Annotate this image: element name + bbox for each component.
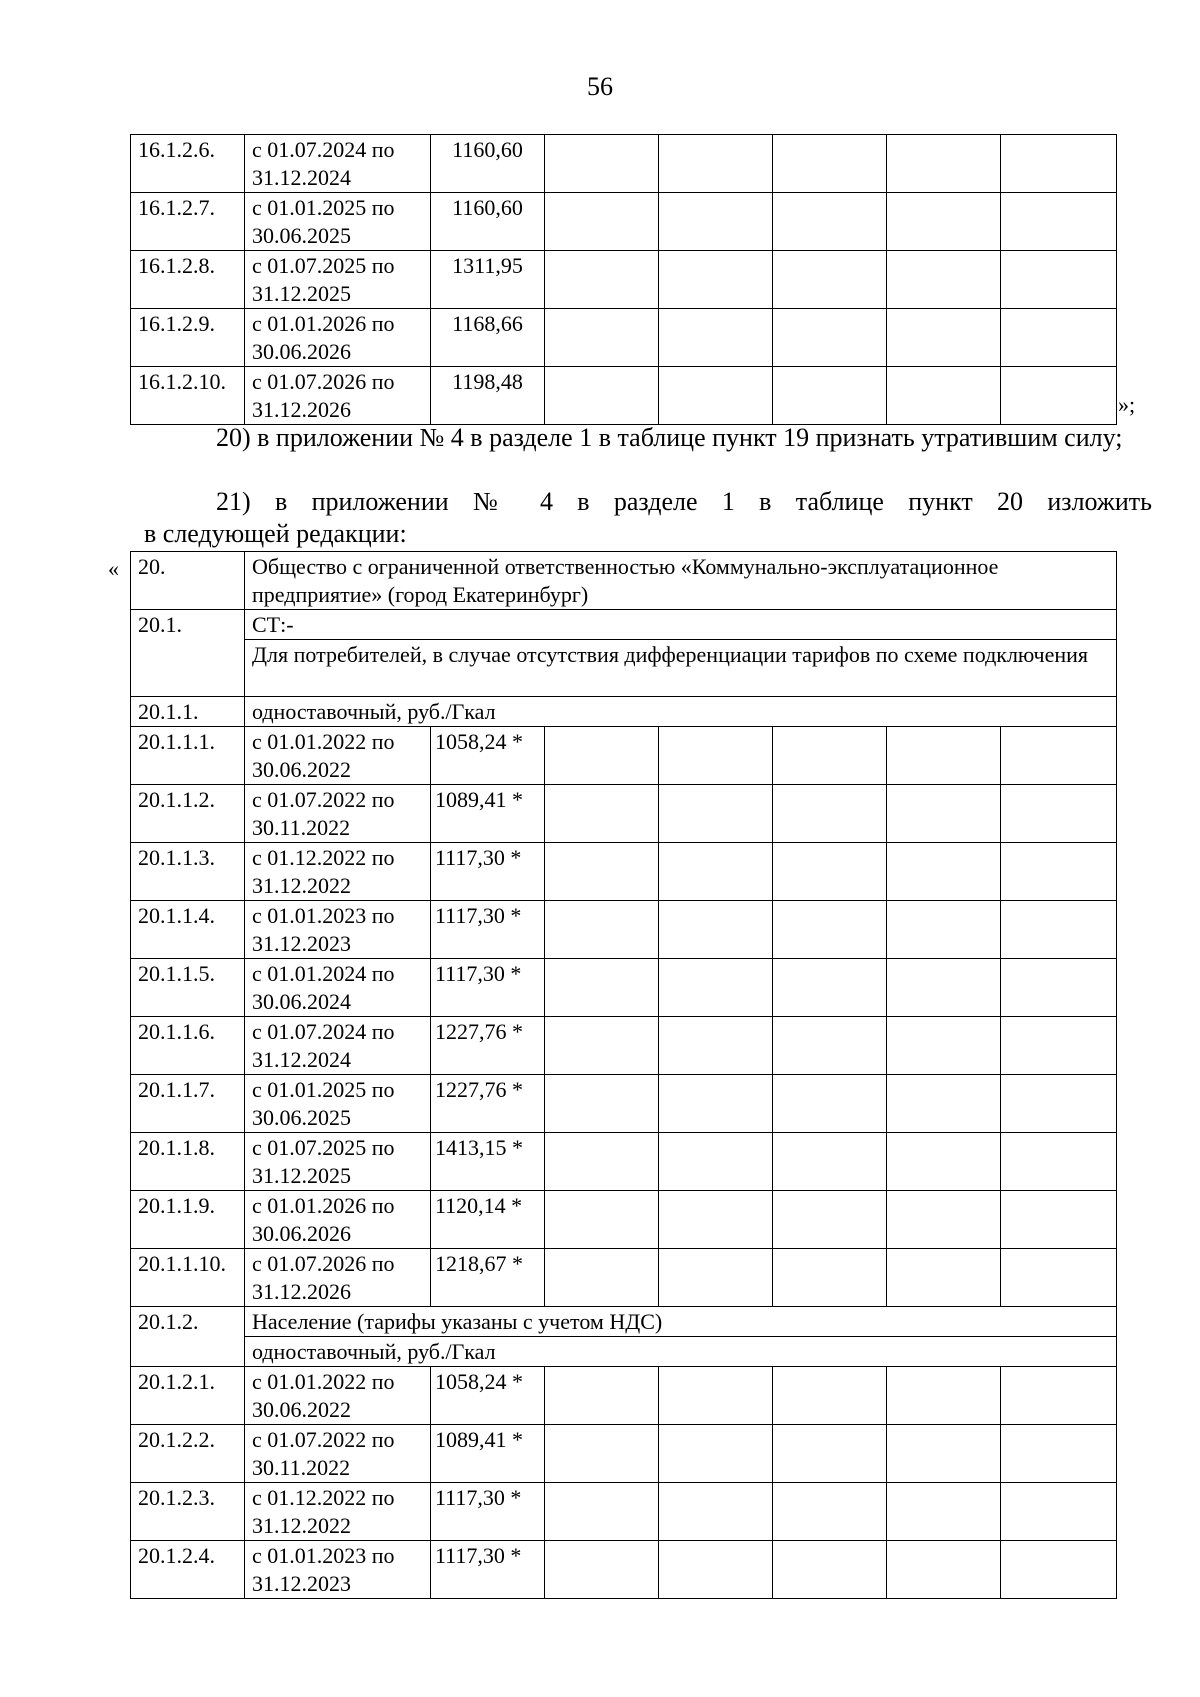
empty-cell [887,727,1001,785]
row-period [245,901,431,959]
paragraph-21-line1 [144,486,1152,518]
empty-cell [887,1075,1001,1133]
empty-cell [545,959,659,1017]
table-row [131,1249,1117,1307]
row-number: 20.1.2.2. [131,1425,245,1483]
empty-cell [773,135,887,193]
row-period [245,135,431,193]
table-row [131,843,1117,901]
empty-cell [545,901,659,959]
empty-cell [887,901,1001,959]
row-number: 16.1.2.10. [131,367,245,425]
empty-cell [773,1249,887,1307]
row-number: 20.1. [131,610,245,697]
paragraph-20-text: 20) в приложении № 4 в разделе 1 в таблице пункт 19 признать утратившим силу; [216,423,1123,452]
period-end: 31.12.2026 [252,397,351,422]
empty-cell [887,1541,1001,1599]
period-end: 30.11.2022 [252,815,351,840]
period-end: 30.06.2025 [252,1105,351,1130]
tariff-table-item-20 [130,551,1117,1599]
row-period [245,1367,431,1425]
period-end: 31.12.2025 [252,281,351,306]
period-end: 31.12.2023 [252,1571,351,1596]
empty-cell [887,1425,1001,1483]
empty-cell [773,309,887,367]
empty-cell [659,785,773,843]
empty-cell [545,1541,659,1599]
row-number: 20.1.1.9. [131,1191,245,1249]
row-number: 20.1.1.8. [131,1133,245,1191]
empty-cell [887,1249,1001,1307]
empty-cell [773,1483,887,1541]
period-end: 30.06.2024 [252,989,351,1014]
empty-cell [1001,901,1117,959]
period-start: с 01.07.2026 по [252,1251,395,1276]
empty-cell [887,843,1001,901]
empty-cell [1001,959,1117,1017]
subsection-label: Население (тарифы указаны с учетом НДС) [245,1307,1117,1337]
empty-cell [659,843,773,901]
table-row [131,959,1117,1017]
row-number: 20.1.2. [131,1307,245,1367]
period-start: с 01.07.2025 по [252,253,395,278]
period-end: 30.06.2025 [252,223,351,248]
row-price: 1117,30 * [431,843,545,901]
row-number: 20.1.1.2. [131,785,245,843]
empty-cell [1001,785,1117,843]
row-price: 1089,41 * [431,785,545,843]
empty-cell [545,309,659,367]
row-number: 16.1.2.8. [131,251,245,309]
empty-cell [545,785,659,843]
row-period [245,367,431,425]
empty-cell [773,1017,887,1075]
table-row [131,727,1117,785]
period-start: с 01.07.2026 по [252,369,395,394]
row-price: 1198,48 [431,367,545,425]
row-period [245,1075,431,1133]
period-start: с 01.01.2023 по [252,903,395,928]
empty-cell [659,1425,773,1483]
empty-cell [773,901,887,959]
empty-cell [545,727,659,785]
row-price: 1227,76 * [431,1017,545,1075]
empty-cell [1001,1017,1117,1075]
period-end: 30.11.2022 [252,1455,351,1480]
row-number: 20.1.1.5. [131,959,245,1017]
empty-cell [659,193,773,251]
period-start: с 01.01.2026 по [252,311,395,336]
row-price: 1117,30 * [431,959,545,1017]
empty-cell [545,1249,659,1307]
table-row [131,367,1117,425]
row-number: 20.1.1.6. [131,1017,245,1075]
period-start: с 01.01.2022 по [252,1369,395,1394]
empty-cell [659,1483,773,1541]
table-row [131,901,1117,959]
row-number: 20.1.2.3. [131,1483,245,1541]
org-name: Общество с ограниченной ответственностью «Коммунально-эксплуатационное предприятие» (город Екатеринбург) [245,552,1117,610]
row-price: 1089,41 * [431,1425,545,1483]
period-start: с 01.01.2026 по [252,1193,395,1218]
empty-cell [545,135,659,193]
empty-cell [545,1483,659,1541]
tariff-type-label: одноставочный, руб./Гкал [245,697,1117,727]
empty-cell [545,843,659,901]
empty-cell [773,843,887,901]
row-period [245,1249,431,1307]
table1-body [131,135,1117,425]
table-row [131,785,1117,843]
empty-cell [659,901,773,959]
empty-cell [887,1367,1001,1425]
subsection-label: СТ:- [245,610,1117,640]
empty-cell [659,1367,773,1425]
empty-cell [773,1191,887,1249]
row-period [245,309,431,367]
empty-cell [887,1483,1001,1541]
row-number: 16.1.2.6. [131,135,245,193]
period-end: 31.12.2024 [252,165,351,190]
period-end: 30.06.2026 [252,339,351,364]
empty-cell [887,785,1001,843]
tariff-type-label: одноставочный, руб./Гкал [245,1337,1117,1367]
empty-cell [887,251,1001,309]
period-start: с 01.07.2022 по [252,787,395,812]
row-period [245,843,431,901]
table2-body [131,552,1117,1599]
row-price: 1168,66 [431,309,545,367]
empty-cell [659,1191,773,1249]
empty-cell [1001,1075,1117,1133]
row-number: 20.1.2.1. [131,1367,245,1425]
empty-cell [659,1133,773,1191]
row-number: 20.1.1.3. [131,843,245,901]
period-end: 31.12.2025 [252,1163,351,1188]
row-price: 1160,60 [431,135,545,193]
empty-cell [773,251,887,309]
period-end: 31.12.2026 [252,1279,351,1304]
empty-cell [1001,193,1117,251]
empty-cell [545,251,659,309]
table-row [131,251,1117,309]
subsection-description: Для потребителей, в случае отсутствия дифференциации тарифов по схеме подключения [245,640,1117,697]
empty-cell [773,1541,887,1599]
period-end: 30.06.2022 [252,1397,351,1422]
row-period [245,1425,431,1483]
row-price: 1413,15 * [431,1133,545,1191]
empty-cell [773,367,887,425]
empty-cell [659,1541,773,1599]
empty-cell [545,367,659,425]
row-price: 1218,67 * [431,1249,545,1307]
empty-cell [659,727,773,785]
table-row [131,193,1117,251]
row-period [245,1483,431,1541]
row-price: 1227,76 * [431,1075,545,1133]
empty-cell [773,1133,887,1191]
subsection-row [131,1307,1117,1337]
closing-quote: »; [1118,392,1136,417]
empty-cell [887,193,1001,251]
empty-cell [545,1075,659,1133]
empty-cell [887,1133,1001,1191]
row-number: 20.1.1.1. [131,727,245,785]
row-period [245,251,431,309]
period-start: с 01.01.2024 по [252,961,395,986]
empty-cell [545,1017,659,1075]
empty-cell [887,367,1001,425]
row-price: 1117,30 * [431,1541,545,1599]
table-row [131,1425,1117,1483]
empty-cell [773,193,887,251]
row-period [245,1191,431,1249]
row-price: 1058,24 * [431,1367,545,1425]
row-period [245,1017,431,1075]
row-period [245,1133,431,1191]
table-row [131,135,1117,193]
empty-cell [1001,1249,1117,1307]
empty-cell [659,251,773,309]
period-start: с 01.07.2022 по [252,1427,395,1452]
row-period [245,959,431,1017]
row-number: 20.1.2.4. [131,1541,245,1599]
period-start: с 01.07.2024 по [252,137,395,162]
empty-cell [1001,309,1117,367]
table-row [131,1017,1117,1075]
empty-cell [773,1425,887,1483]
paragraph-21 [144,486,1152,550]
period-end: 30.06.2026 [252,1221,351,1246]
period-start: с 01.01.2025 по [252,1077,395,1102]
empty-cell [659,309,773,367]
row-price: 1160,60 [431,193,545,251]
row-period [245,193,431,251]
row-number: 20.1.1. [131,697,245,727]
tariff-type-row [131,1337,1117,1367]
period-start: с 01.01.2025 по [252,195,395,220]
row-number: 20.1.1.4. [131,901,245,959]
period-end: 30.06.2022 [252,757,351,782]
paragraph-21-line2: в следующей редакции: [144,519,407,548]
table-row [131,1133,1117,1191]
table-row [131,1483,1117,1541]
empty-cell [1001,1367,1117,1425]
empty-cell [773,785,887,843]
period-start: с 01.12.2022 по [252,1485,395,1510]
empty-cell [659,1249,773,1307]
row-price: 1117,30 * [431,1483,545,1541]
period-end: 31.12.2023 [252,931,351,956]
period-start: с 01.01.2023 по [252,1543,395,1568]
empty-cell [1001,1425,1117,1483]
period-end: 31.12.2022 [252,1513,351,1538]
tariff-type-row [131,697,1117,727]
empty-cell [887,1191,1001,1249]
empty-cell [659,959,773,1017]
empty-cell [887,959,1001,1017]
tariff-table-continuation [130,134,1117,425]
row-number: 16.1.2.7. [131,193,245,251]
paragraph-20 [144,422,1152,454]
empty-cell [1001,1133,1117,1191]
empty-cell [773,727,887,785]
org-row [131,552,1117,610]
table-row [131,1367,1117,1425]
row-number: 16.1.2.9. [131,309,245,367]
row-price: 1058,24 * [431,727,545,785]
table-row [131,1075,1117,1133]
row-number: 20. [131,552,245,610]
table-row [131,1191,1117,1249]
empty-cell [887,309,1001,367]
row-period [245,785,431,843]
empty-cell [545,1367,659,1425]
empty-cell [1001,1483,1117,1541]
empty-cell [773,1367,887,1425]
period-start: с 01.07.2025 по [252,1135,395,1160]
empty-cell [1001,251,1117,309]
row-period [245,1541,431,1599]
empty-cell [659,135,773,193]
empty-cell [1001,1541,1117,1599]
empty-cell [887,135,1001,193]
empty-cell [659,1017,773,1075]
row-number: 20.1.1.7. [131,1075,245,1133]
period-start: с 01.07.2024 по [252,1019,395,1044]
empty-cell [1001,1191,1117,1249]
subsection-row [131,610,1117,640]
row-price: 1120,14 * [431,1191,545,1249]
empty-cell [1001,727,1117,785]
paragraph-21-line1-text: 21) в приложении № 4 в разделе 1 в таблице пункт 20 изложить [216,487,1152,516]
period-start: с 01.12.2022 по [252,845,395,870]
empty-cell [659,367,773,425]
period-end: 31.12.2024 [252,1047,351,1072]
table-row [131,309,1117,367]
empty-cell [545,193,659,251]
empty-cell [545,1191,659,1249]
empty-cell [545,1133,659,1191]
row-price: 1311,95 [431,251,545,309]
empty-cell [1001,367,1117,425]
page-number: 56 [587,72,613,101]
empty-cell [773,1075,887,1133]
empty-cell [1001,843,1117,901]
row-price: 1117,30 * [431,901,545,959]
row-period [245,727,431,785]
row-number: 20.1.1.10. [131,1249,245,1307]
empty-cell [1001,135,1117,193]
empty-cell [545,1425,659,1483]
opening-quote: « [108,556,119,581]
period-end: 31.12.2022 [252,873,351,898]
period-start: с 01.01.2022 по [252,729,395,754]
subsection-desc-row [131,640,1117,697]
empty-cell [659,1075,773,1133]
empty-cell [887,1017,1001,1075]
empty-cell [773,959,887,1017]
table-row [131,1541,1117,1599]
